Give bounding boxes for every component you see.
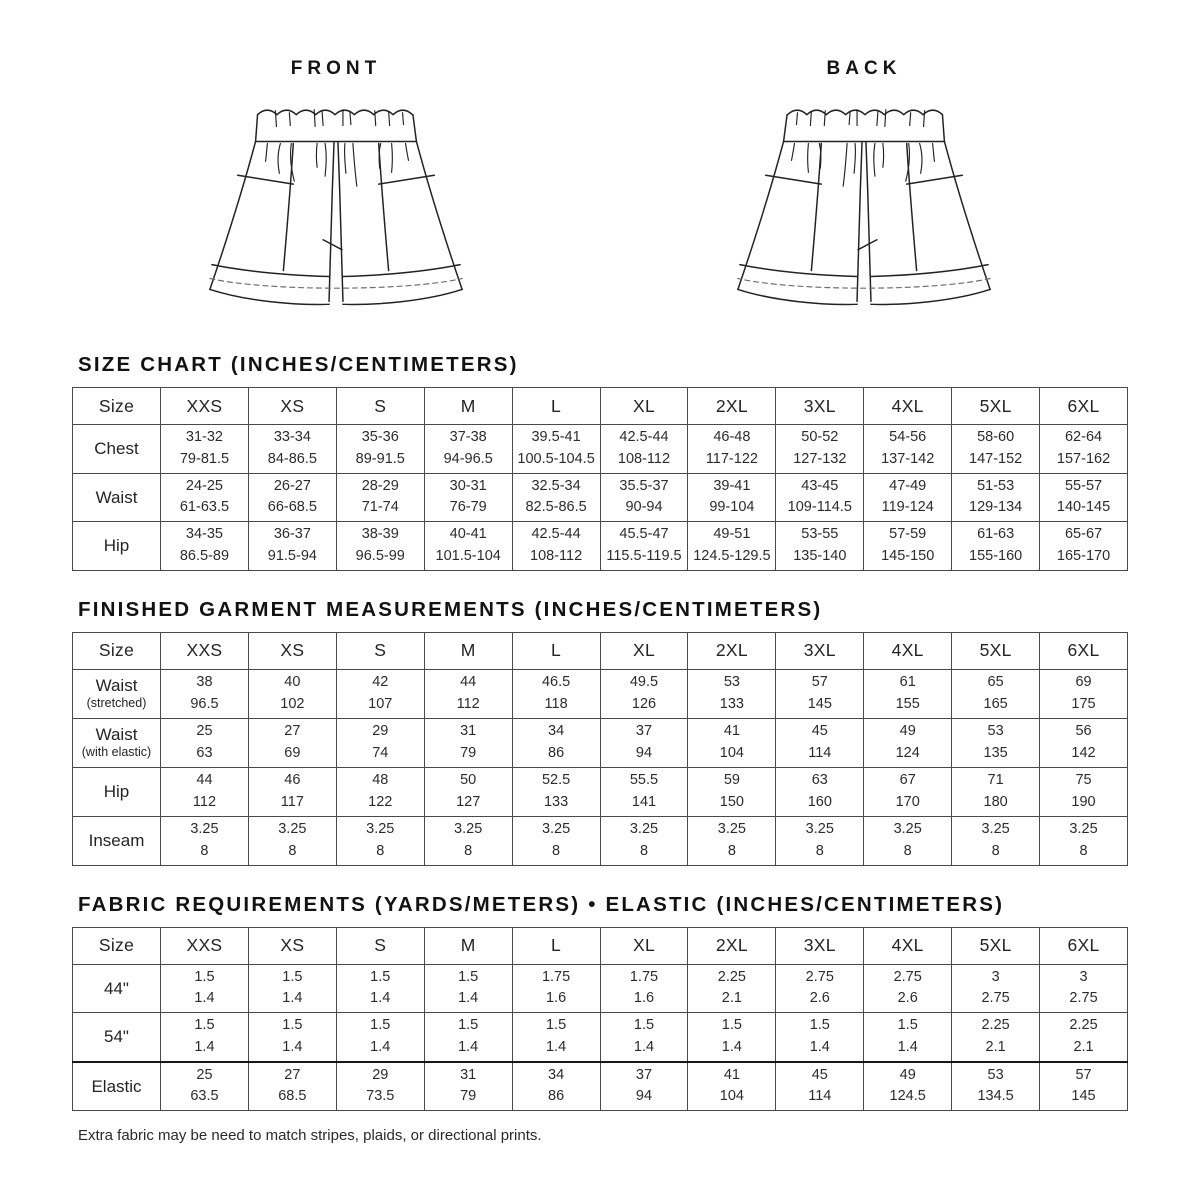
table-cell: 62-64 157-162 — [1040, 425, 1128, 474]
table-cell: 3 2.75 — [952, 964, 1040, 1013]
table-cell: 3.25 8 — [688, 816, 776, 865]
column-header: XL — [600, 388, 688, 425]
table-cell: 34 86 — [512, 718, 600, 767]
column-header: 2XL — [688, 927, 776, 964]
row-label: Waist (with elastic) — [73, 718, 161, 767]
table-cell: 55-57 140-145 — [1040, 473, 1128, 522]
column-header: 4XL — [864, 632, 952, 669]
size-chart-title: SIZE CHART (INCHES/CENTIMETERS) — [78, 353, 519, 376]
size-chart-table-container — [72, 387, 1128, 571]
table-row — [73, 669, 1128, 718]
table-cell: 42 107 — [336, 669, 424, 718]
table-cell: 34-35 86.5-89 — [161, 522, 249, 571]
row-label: 54" — [73, 1013, 161, 1062]
table-cell: 37 94 — [600, 718, 688, 767]
table-cell: 58-60 147-152 — [952, 425, 1040, 474]
table-cell: 1.5 1.4 — [864, 1013, 952, 1062]
table-row — [73, 718, 1128, 767]
table-row — [73, 522, 1128, 571]
size-chart-table — [72, 387, 1128, 571]
table-cell: 3.25 8 — [600, 816, 688, 865]
table-cell: 65-67 165-170 — [1040, 522, 1128, 571]
table-cell: 57 145 — [1040, 1062, 1128, 1111]
table-cell: 30-31 76-79 — [424, 473, 512, 522]
table-cell: 63 160 — [776, 767, 864, 816]
fabric-footnote: Extra fabric may be need to match stripes, plaids, or directional prints. — [78, 1127, 542, 1144]
table-cell: 1.5 1.4 — [336, 964, 424, 1013]
table-cell: 39.5-41 100.5-104.5 — [512, 425, 600, 474]
column-header: S — [336, 927, 424, 964]
table-cell: 1.75 1.6 — [512, 964, 600, 1013]
table-cell: 27 68.5 — [248, 1062, 336, 1111]
table-row — [73, 473, 1128, 522]
table-cell: 3.25 8 — [512, 816, 600, 865]
column-header: 4XL — [864, 388, 952, 425]
table-row — [73, 425, 1128, 474]
table-cell: 31 79 — [424, 1062, 512, 1111]
table-cell: 53 135 — [952, 718, 1040, 767]
table-cell: 1.75 1.6 — [600, 964, 688, 1013]
column-header: 3XL — [776, 927, 864, 964]
table-cell: 3.25 8 — [248, 816, 336, 865]
table-cell: 49 124.5 — [864, 1062, 952, 1111]
column-header: XS — [248, 388, 336, 425]
column-header: 6XL — [1040, 388, 1128, 425]
table-cell: 1.5 1.4 — [248, 1013, 336, 1062]
table-cell: 1.5 1.4 — [161, 1013, 249, 1062]
row-label: Chest — [73, 425, 161, 474]
table-cell: 61-63 155-160 — [952, 522, 1040, 571]
table-row — [73, 1062, 1128, 1111]
table-cell: 35.5-37 90-94 — [600, 473, 688, 522]
table-cell: 35-36 89-91.5 — [336, 425, 424, 474]
row-label: Hip — [73, 767, 161, 816]
table-cell: 41 104 — [688, 718, 776, 767]
table-cell: 3.25 8 — [864, 816, 952, 865]
front-view — [72, 52, 600, 326]
technical-drawings — [72, 52, 1128, 326]
column-header: 6XL — [1040, 927, 1128, 964]
column-header: S — [336, 632, 424, 669]
fabric-requirements-table — [72, 927, 1128, 1112]
table-cell: 44 112 — [161, 767, 249, 816]
size-chart-section — [72, 353, 1128, 571]
column-header: 2XL — [688, 632, 776, 669]
table-cell: 38-39 96.5-99 — [336, 522, 424, 571]
table-cell: 43-45 109-114.5 — [776, 473, 864, 522]
table-cell: 42.5-44 108-112 — [512, 522, 600, 571]
table-cell: 52.5 133 — [512, 767, 600, 816]
column-header: M — [424, 632, 512, 669]
table-cell: 46-48 117-122 — [688, 425, 776, 474]
table-cell: 37 94 — [600, 1062, 688, 1111]
table-cell: 3.25 8 — [776, 816, 864, 865]
table-cell: 3.25 8 — [336, 816, 424, 865]
table-cell: 29 73.5 — [336, 1062, 424, 1111]
row-label: Waist — [73, 473, 161, 522]
table-cell: 31-32 79-81.5 — [161, 425, 249, 474]
column-header: L — [512, 388, 600, 425]
table-cell: 32.5-34 82.5-86.5 — [512, 473, 600, 522]
table-cell: 31 79 — [424, 718, 512, 767]
table-cell: 55.5 141 — [600, 767, 688, 816]
table-cell: 1.5 1.4 — [248, 964, 336, 1013]
table-cell: 3.25 8 — [424, 816, 512, 865]
table-cell: 42.5-44 108-112 — [600, 425, 688, 474]
table-cell: 65 165 — [952, 669, 1040, 718]
table-cell: 57-59 145-150 — [864, 522, 952, 571]
fabric-requirements-title: FABRIC REQUIREMENTS (YARDS/METERS) • ELASTIC (INCHES/CENTIMETERS) — [78, 892, 1005, 916]
table-cell: 51-53 129-134 — [952, 473, 1040, 522]
table-cell: 2.75 2.6 — [776, 964, 864, 1013]
column-header: Size — [73, 388, 161, 425]
table-cell: 25 63 — [161, 718, 249, 767]
column-header: 3XL — [776, 388, 864, 425]
table-cell: 2.75 2.6 — [864, 964, 952, 1013]
table-cell: 49-51 124.5-129.5 — [688, 522, 776, 571]
row-label: 44" — [73, 964, 161, 1013]
table-cell: 3 2.75 — [1040, 964, 1128, 1013]
column-header: 3XL — [776, 632, 864, 669]
table-cell: 75 190 — [1040, 767, 1128, 816]
table-cell: 29 74 — [336, 718, 424, 767]
finished-garment-title: FINISHED GARMENT MEASUREMENTS (INCHES/CENTIMETERS) — [78, 597, 823, 621]
back-label: BACK — [826, 58, 902, 79]
table-cell: 1.5 1.4 — [424, 964, 512, 1013]
column-header: 5XL — [952, 632, 1040, 669]
table-cell: 53 133 — [688, 669, 776, 718]
table-cell: 45 114 — [776, 718, 864, 767]
column-header: 5XL — [952, 927, 1040, 964]
table-cell: 46 117 — [248, 767, 336, 816]
row-label: Hip — [73, 522, 161, 571]
table-cell: 45 114 — [776, 1062, 864, 1111]
table-cell: 24-25 61-63.5 — [161, 473, 249, 522]
column-header: XXS — [161, 388, 249, 425]
back-view — [600, 52, 1128, 326]
table-cell: 1.5 1.4 — [424, 1013, 512, 1062]
table-cell: 26-27 66-68.5 — [248, 473, 336, 522]
table-row — [73, 816, 1128, 865]
table-cell: 37-38 94-96.5 — [424, 425, 512, 474]
table-cell: 56 142 — [1040, 718, 1128, 767]
table-cell: 71 180 — [952, 767, 1040, 816]
column-header: 5XL — [952, 388, 1040, 425]
table-cell: 1.5 1.4 — [600, 1013, 688, 1062]
table-cell: 39-41 99-104 — [688, 473, 776, 522]
table-cell: 34 86 — [512, 1062, 600, 1111]
table-cell: 25 63.5 — [161, 1062, 249, 1111]
table-cell: 54-56 137-142 — [864, 425, 952, 474]
shorts-front-drawing — [197, 90, 475, 326]
column-header: Size — [73, 927, 161, 964]
finished-garment-table — [72, 632, 1128, 866]
table-cell: 28-29 71-74 — [336, 473, 424, 522]
finished-garment-section — [72, 598, 1128, 866]
table-cell: 44 112 — [424, 669, 512, 718]
table-row — [73, 767, 1128, 816]
shorts-back-drawing — [725, 90, 1003, 326]
fabric-requirements-table-container — [72, 927, 1128, 1112]
table-cell: 2.25 2.1 — [688, 964, 776, 1013]
table-cell: 53-55 135-140 — [776, 522, 864, 571]
table-cell: 1.5 1.4 — [161, 964, 249, 1013]
column-header: XXS — [161, 632, 249, 669]
table-cell: 59 150 — [688, 767, 776, 816]
column-header: XL — [600, 632, 688, 669]
table-cell: 57 145 — [776, 669, 864, 718]
row-label: Elastic — [73, 1062, 161, 1111]
table-cell: 46.5 118 — [512, 669, 600, 718]
table-cell: 40 102 — [248, 669, 336, 718]
table-cell: 38 96.5 — [161, 669, 249, 718]
table-cell: 47-49 119-124 — [864, 473, 952, 522]
table-row — [73, 1013, 1128, 1062]
table-cell: 3.25 8 — [1040, 816, 1128, 865]
table-cell: 50 127 — [424, 767, 512, 816]
column-header: XXS — [161, 927, 249, 964]
column-header: 2XL — [688, 388, 776, 425]
table-cell: 48 122 — [336, 767, 424, 816]
table-cell: 53 134.5 — [952, 1062, 1040, 1111]
column-header: XL — [600, 927, 688, 964]
column-header: S — [336, 388, 424, 425]
column-header: 4XL — [864, 927, 952, 964]
table-cell: 36-37 91.5-94 — [248, 522, 336, 571]
table-row — [73, 964, 1128, 1013]
column-header: M — [424, 927, 512, 964]
table-cell: 27 69 — [248, 718, 336, 767]
table-cell: 3.25 8 — [952, 816, 1040, 865]
table-cell: 1.5 1.4 — [512, 1013, 600, 1062]
finished-garment-table-container — [72, 632, 1128, 866]
table-cell: 45.5-47 115.5-119.5 — [600, 522, 688, 571]
table-cell: 40-41 101.5-104 — [424, 522, 512, 571]
fabric-requirements-section — [72, 893, 1128, 1112]
row-label: Waist (stretched) — [73, 669, 161, 718]
column-header: Size — [73, 632, 161, 669]
table-cell: 49.5 126 — [600, 669, 688, 718]
column-header: L — [512, 927, 600, 964]
table-cell: 2.25 2.1 — [952, 1013, 1040, 1062]
table-cell: 67 170 — [864, 767, 952, 816]
column-header: 6XL — [1040, 632, 1128, 669]
table-cell: 2.25 2.1 — [1040, 1013, 1128, 1062]
column-header: XS — [248, 632, 336, 669]
column-header: M — [424, 388, 512, 425]
table-cell: 49 124 — [864, 718, 952, 767]
table-cell: 41 104 — [688, 1062, 776, 1111]
front-label: FRONT — [290, 58, 382, 79]
table-cell: 50-52 127-132 — [776, 425, 864, 474]
table-cell: 3.25 8 — [161, 816, 249, 865]
column-header: L — [512, 632, 600, 669]
row-label: Inseam — [73, 816, 161, 865]
table-cell: 1.5 1.4 — [688, 1013, 776, 1062]
table-cell: 69 175 — [1040, 669, 1128, 718]
table-cell: 33-34 84-86.5 — [248, 425, 336, 474]
table-cell: 1.5 1.4 — [776, 1013, 864, 1062]
table-cell: 1.5 1.4 — [336, 1013, 424, 1062]
table-cell: 61 155 — [864, 669, 952, 718]
column-header: XS — [248, 927, 336, 964]
